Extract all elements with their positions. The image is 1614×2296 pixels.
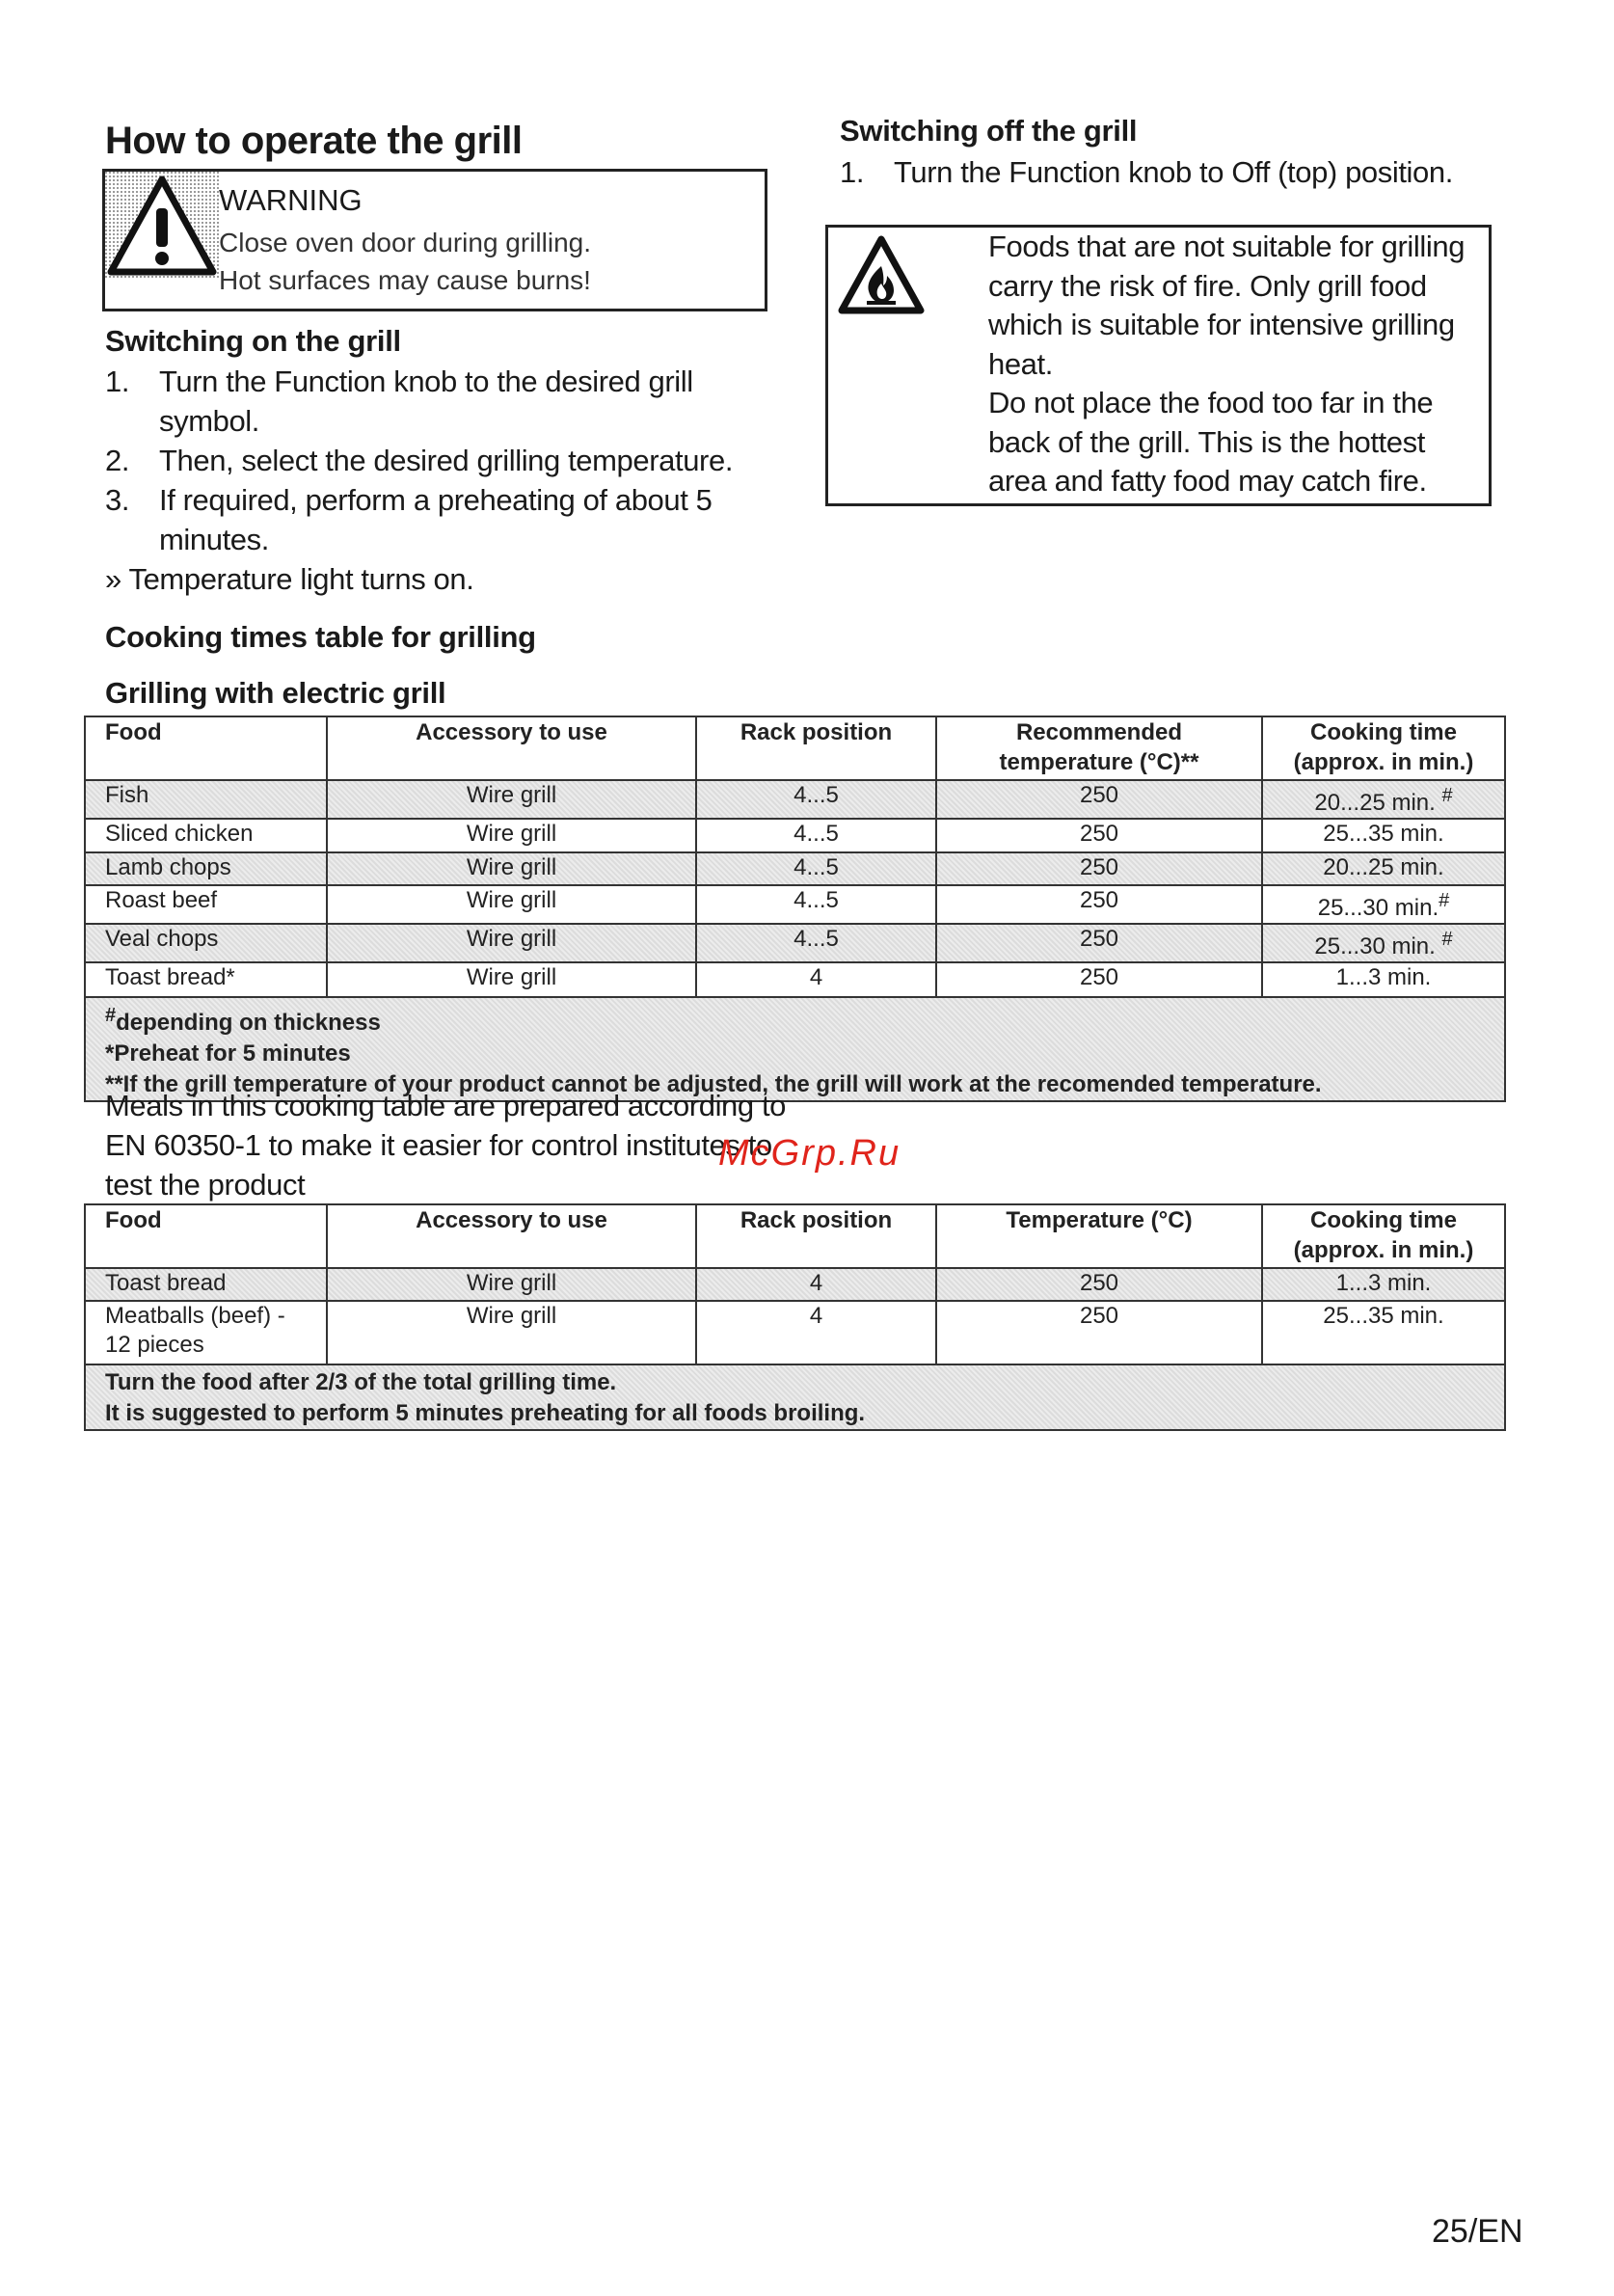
- switch-on-steps: [105, 362, 799, 599]
- fire-warning-line-5: Do not place the food too far in the: [988, 386, 1434, 419]
- fire-warning-line-1: Foods that are not suitable for grilling: [988, 230, 1466, 263]
- note-preheating: It is suggested to perform 5 minutes preheating for all foods broiling.: [105, 1400, 866, 1426]
- test-intro-text: Meals in this cooking table are prepared according to EN 60350-1 to make it easier for control institutes to test the product: [105, 1089, 786, 1202]
- switch-on-heading: Switching on the grill: [105, 324, 401, 358]
- switch-off-steps: [840, 152, 1534, 192]
- page-title: How to operate the grill: [105, 120, 523, 162]
- warning-triangle-icon: [105, 172, 219, 278]
- fire-warning-line-6: back of the grill. This is the hottest: [988, 424, 1425, 459]
- page-number: 25/EN: [1432, 2213, 1523, 2250]
- table-row: Toast bread Wire grill 4 250 1...3 min.: [85, 1268, 1505, 1301]
- col-accessory: Accessory to use: [327, 716, 696, 780]
- fire-warning-line-4: heat.: [988, 346, 1053, 381]
- table-row: Roast beef Wire grill 4...5 250 25...30 min.#: [85, 885, 1505, 924]
- table-row: Fish Wire grill 4...5 250 20...25 min. #: [85, 780, 1505, 819]
- fire-warning-line-7: area and fatty food may catch fire.: [988, 464, 1427, 498]
- fire-warning-line-3: which is suitable for intensive grilling: [988, 308, 1455, 341]
- fire-hazard-icon: [838, 233, 925, 316]
- warning-line-1: Close oven door during grilling.: [219, 228, 591, 257]
- table-header-row: Food Accessory to use Rack position Temperature (°C) Cooking time (approx. in min.): [85, 1204, 1505, 1268]
- col-food: Food: [85, 716, 327, 780]
- temperature-light-result: » Temperature light turns on.: [105, 562, 474, 596]
- electric-grill-heading: Grilling with electric grill: [105, 676, 446, 710]
- warning-title: WARNING: [219, 183, 363, 217]
- table-row: Veal chops Wire grill 4...5 250 25...30 min. #: [85, 924, 1505, 962]
- test-standard-table: [84, 1203, 1506, 1431]
- fire-warning-text: [988, 228, 1465, 501]
- warning-line-2: Hot surfaces may cause burns!: [219, 265, 591, 295]
- table-row: Lamb chops Wire grill 4...5 250 20...25 min.: [85, 852, 1505, 885]
- note-thickness: #depending on thickness: [105, 1005, 381, 1036]
- switch-off-step-1: 1. Turn the Function knob to Off (top) position.: [840, 155, 1453, 189]
- switch-on-step-3: 3. If required, perform a preheating of about 5 minutes.: [105, 483, 713, 556]
- warning-box: [102, 169, 767, 311]
- col-temperature: Recommended temperature (°C)**: [936, 716, 1262, 780]
- col-rack: Rack position: [696, 716, 936, 780]
- col-cooking-time: Cooking time (approx. in min.): [1262, 716, 1505, 780]
- fire-warning-line-2: carry the risk of fire. Only grill food: [988, 268, 1427, 303]
- electric-grill-table: [84, 716, 1506, 1102]
- note-preheat: *Preheat for 5 minutes: [105, 1040, 351, 1067]
- note-temperature: **If the grill temperature of your product cannot be adjusted, the grill will work at the recomended temperature.: [105, 1071, 1322, 1097]
- table-row: Sliced chicken Wire grill 4...5 250 25...35 min.: [85, 819, 1505, 852]
- switch-off-heading: Switching off the grill: [840, 114, 1138, 148]
- fire-warning-box: [825, 225, 1492, 506]
- table-notes-row: [85, 1364, 1505, 1430]
- table-row: Meatballs (beef) - 12 pieces Wire grill 4 250 25...35 min.: [85, 1301, 1505, 1364]
- switch-on-step-2: 2. Then, select the desired grilling temperature.: [105, 444, 734, 477]
- table-header-row: [85, 716, 1505, 780]
- note-turn-food: Turn the food after 2/3 of the total grilling time.: [105, 1369, 617, 1395]
- watermark: McGrp.Ru: [718, 1133, 901, 1174]
- table-row: Toast bread* Wire grill 4 250 1...3 min.: [85, 962, 1505, 997]
- switch-on-step-1: 1. Turn the Function knob to the desired grill symbol.: [105, 365, 693, 438]
- tables-heading: Cooking times table for grilling: [105, 620, 536, 654]
